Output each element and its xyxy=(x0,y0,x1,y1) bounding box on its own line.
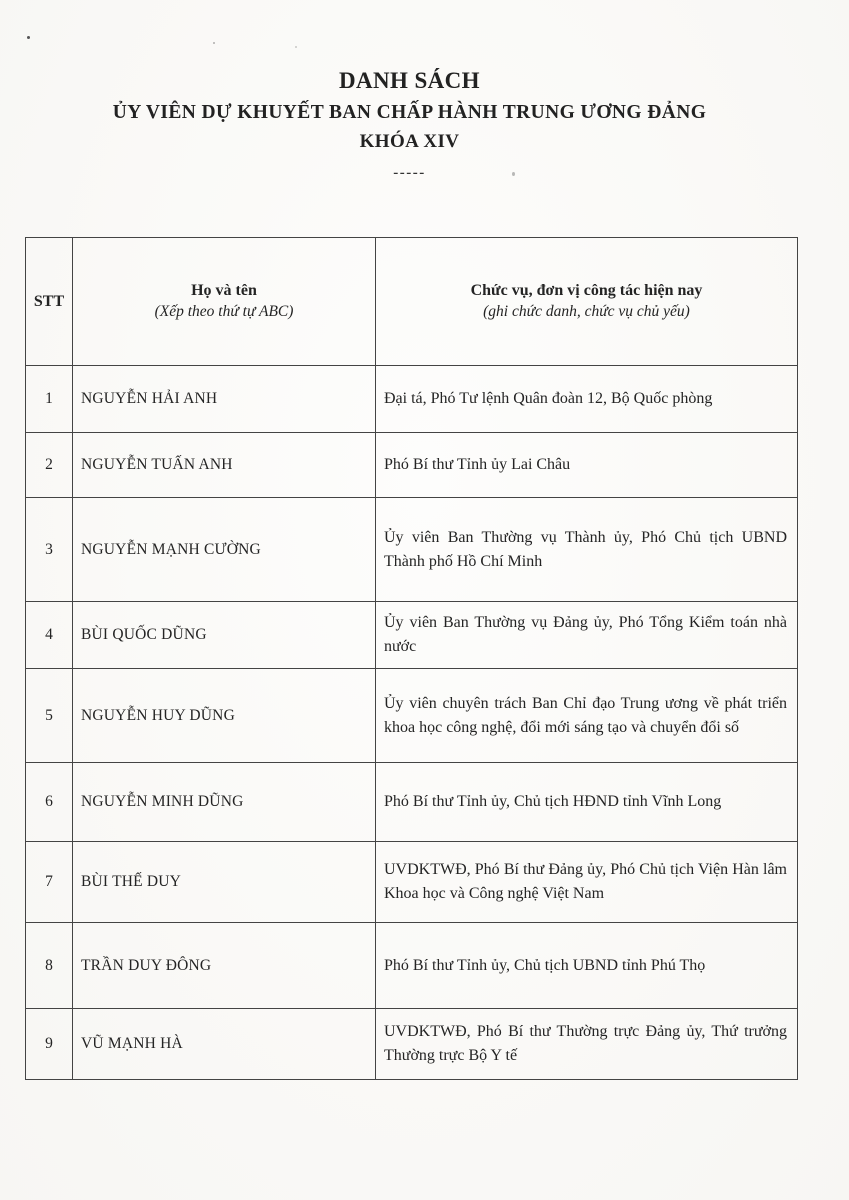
table-row xyxy=(26,1009,798,1080)
row-stt: 4 xyxy=(26,602,73,669)
header-name-note: (Xếp theo thứ tự ABC) xyxy=(154,303,294,320)
row-name: BÙI QUỐC DŨNG xyxy=(73,602,376,669)
row-stt: 2 xyxy=(26,433,73,498)
header-position-label: Chức vụ, đơn vị công tác hiện nay xyxy=(470,282,703,299)
table-row xyxy=(26,498,798,602)
row-position: UVDKTWĐ, Phó Bí thư Thường trực Đảng ủy, Thứ trưởng Thường trực Bộ Y tế xyxy=(376,1009,798,1080)
document-subtitle: ỦY VIÊN DỰ KHUYẾT BAN CHẤP HÀNH TRUNG ƯƠNG ĐẢNG xyxy=(112,102,707,123)
scan-speck xyxy=(295,46,297,48)
header-stt: STT xyxy=(26,238,73,366)
row-position: Đại tá, Phó Tư lệnh Quân đoàn 12, Bộ Quốc phòng xyxy=(376,366,798,433)
row-name: NGUYỄN MINH DŨNG xyxy=(73,763,376,842)
table-row xyxy=(26,433,798,498)
row-position: UVDKTWĐ, Phó Bí thư Đảng ủy, Phó Chủ tịch Viện Hàn lâm Khoa học và Công nghệ Việt Nam xyxy=(376,842,798,923)
row-name: VŨ MẠNH HÀ xyxy=(73,1009,376,1080)
table-row xyxy=(26,923,798,1009)
row-name: BÙI THẾ DUY xyxy=(73,842,376,923)
row-position: Phó Bí thư Tỉnh ủy, Chủ tịch UBND tỉnh Phú Thọ xyxy=(376,923,798,1009)
row-name: NGUYỄN MẠNH CƯỜNG xyxy=(73,498,376,602)
document-heading xyxy=(22,68,797,182)
scan-speck xyxy=(27,36,30,39)
header-name xyxy=(73,238,376,366)
row-position: Ủy viên chuyên trách Ban Chỉ đạo Trung ương về phát triển khoa học công nghệ, đổi mới sáng tạo và chuyển đổi số xyxy=(376,669,798,763)
table-row xyxy=(26,669,798,763)
table-row xyxy=(26,763,798,842)
document-term: KHÓA XIV xyxy=(359,131,460,152)
table-row xyxy=(26,602,798,669)
heading-separator: ----- xyxy=(393,165,426,181)
row-name: NGUYỄN HẢI ANH xyxy=(73,366,376,433)
row-stt: 7 xyxy=(26,842,73,923)
header-position-note: (ghi chức danh, chức vụ chủ yếu) xyxy=(483,303,690,320)
row-name: NGUYỄN TUẤN ANH xyxy=(73,433,376,498)
row-position: Ủy viên Ban Thường vụ Thành ủy, Phó Chủ tịch UBND Thành phố Hồ Chí Minh xyxy=(376,498,798,602)
row-stt: 9 xyxy=(26,1009,73,1080)
header-name-label: Họ và tên xyxy=(191,282,257,299)
row-stt: 1 xyxy=(26,366,73,433)
row-name: TRẦN DUY ĐÔNG xyxy=(73,923,376,1009)
row-position: Phó Bí thư Tỉnh ủy Lai Châu xyxy=(376,433,798,498)
table-row xyxy=(26,366,798,433)
row-stt: 5 xyxy=(26,669,73,763)
table-header-row xyxy=(26,238,798,366)
row-stt: 8 xyxy=(26,923,73,1009)
header-position xyxy=(376,238,798,366)
row-name: NGUYỄN HUY DŨNG xyxy=(73,669,376,763)
row-stt: 3 xyxy=(26,498,73,602)
row-stt: 6 xyxy=(26,763,73,842)
document-title: DANH SÁCH xyxy=(339,68,480,93)
row-position: Ủy viên Ban Thường vụ Đảng ủy, Phó Tổng Kiểm toán nhà nước xyxy=(376,602,798,669)
scan-speck xyxy=(213,42,215,44)
members-rows xyxy=(26,366,798,1080)
members-table xyxy=(25,237,798,1080)
row-position: Phó Bí thư Tỉnh ủy, Chủ tịch HĐND tỉnh Vĩnh Long xyxy=(376,763,798,842)
table-row xyxy=(26,842,798,923)
